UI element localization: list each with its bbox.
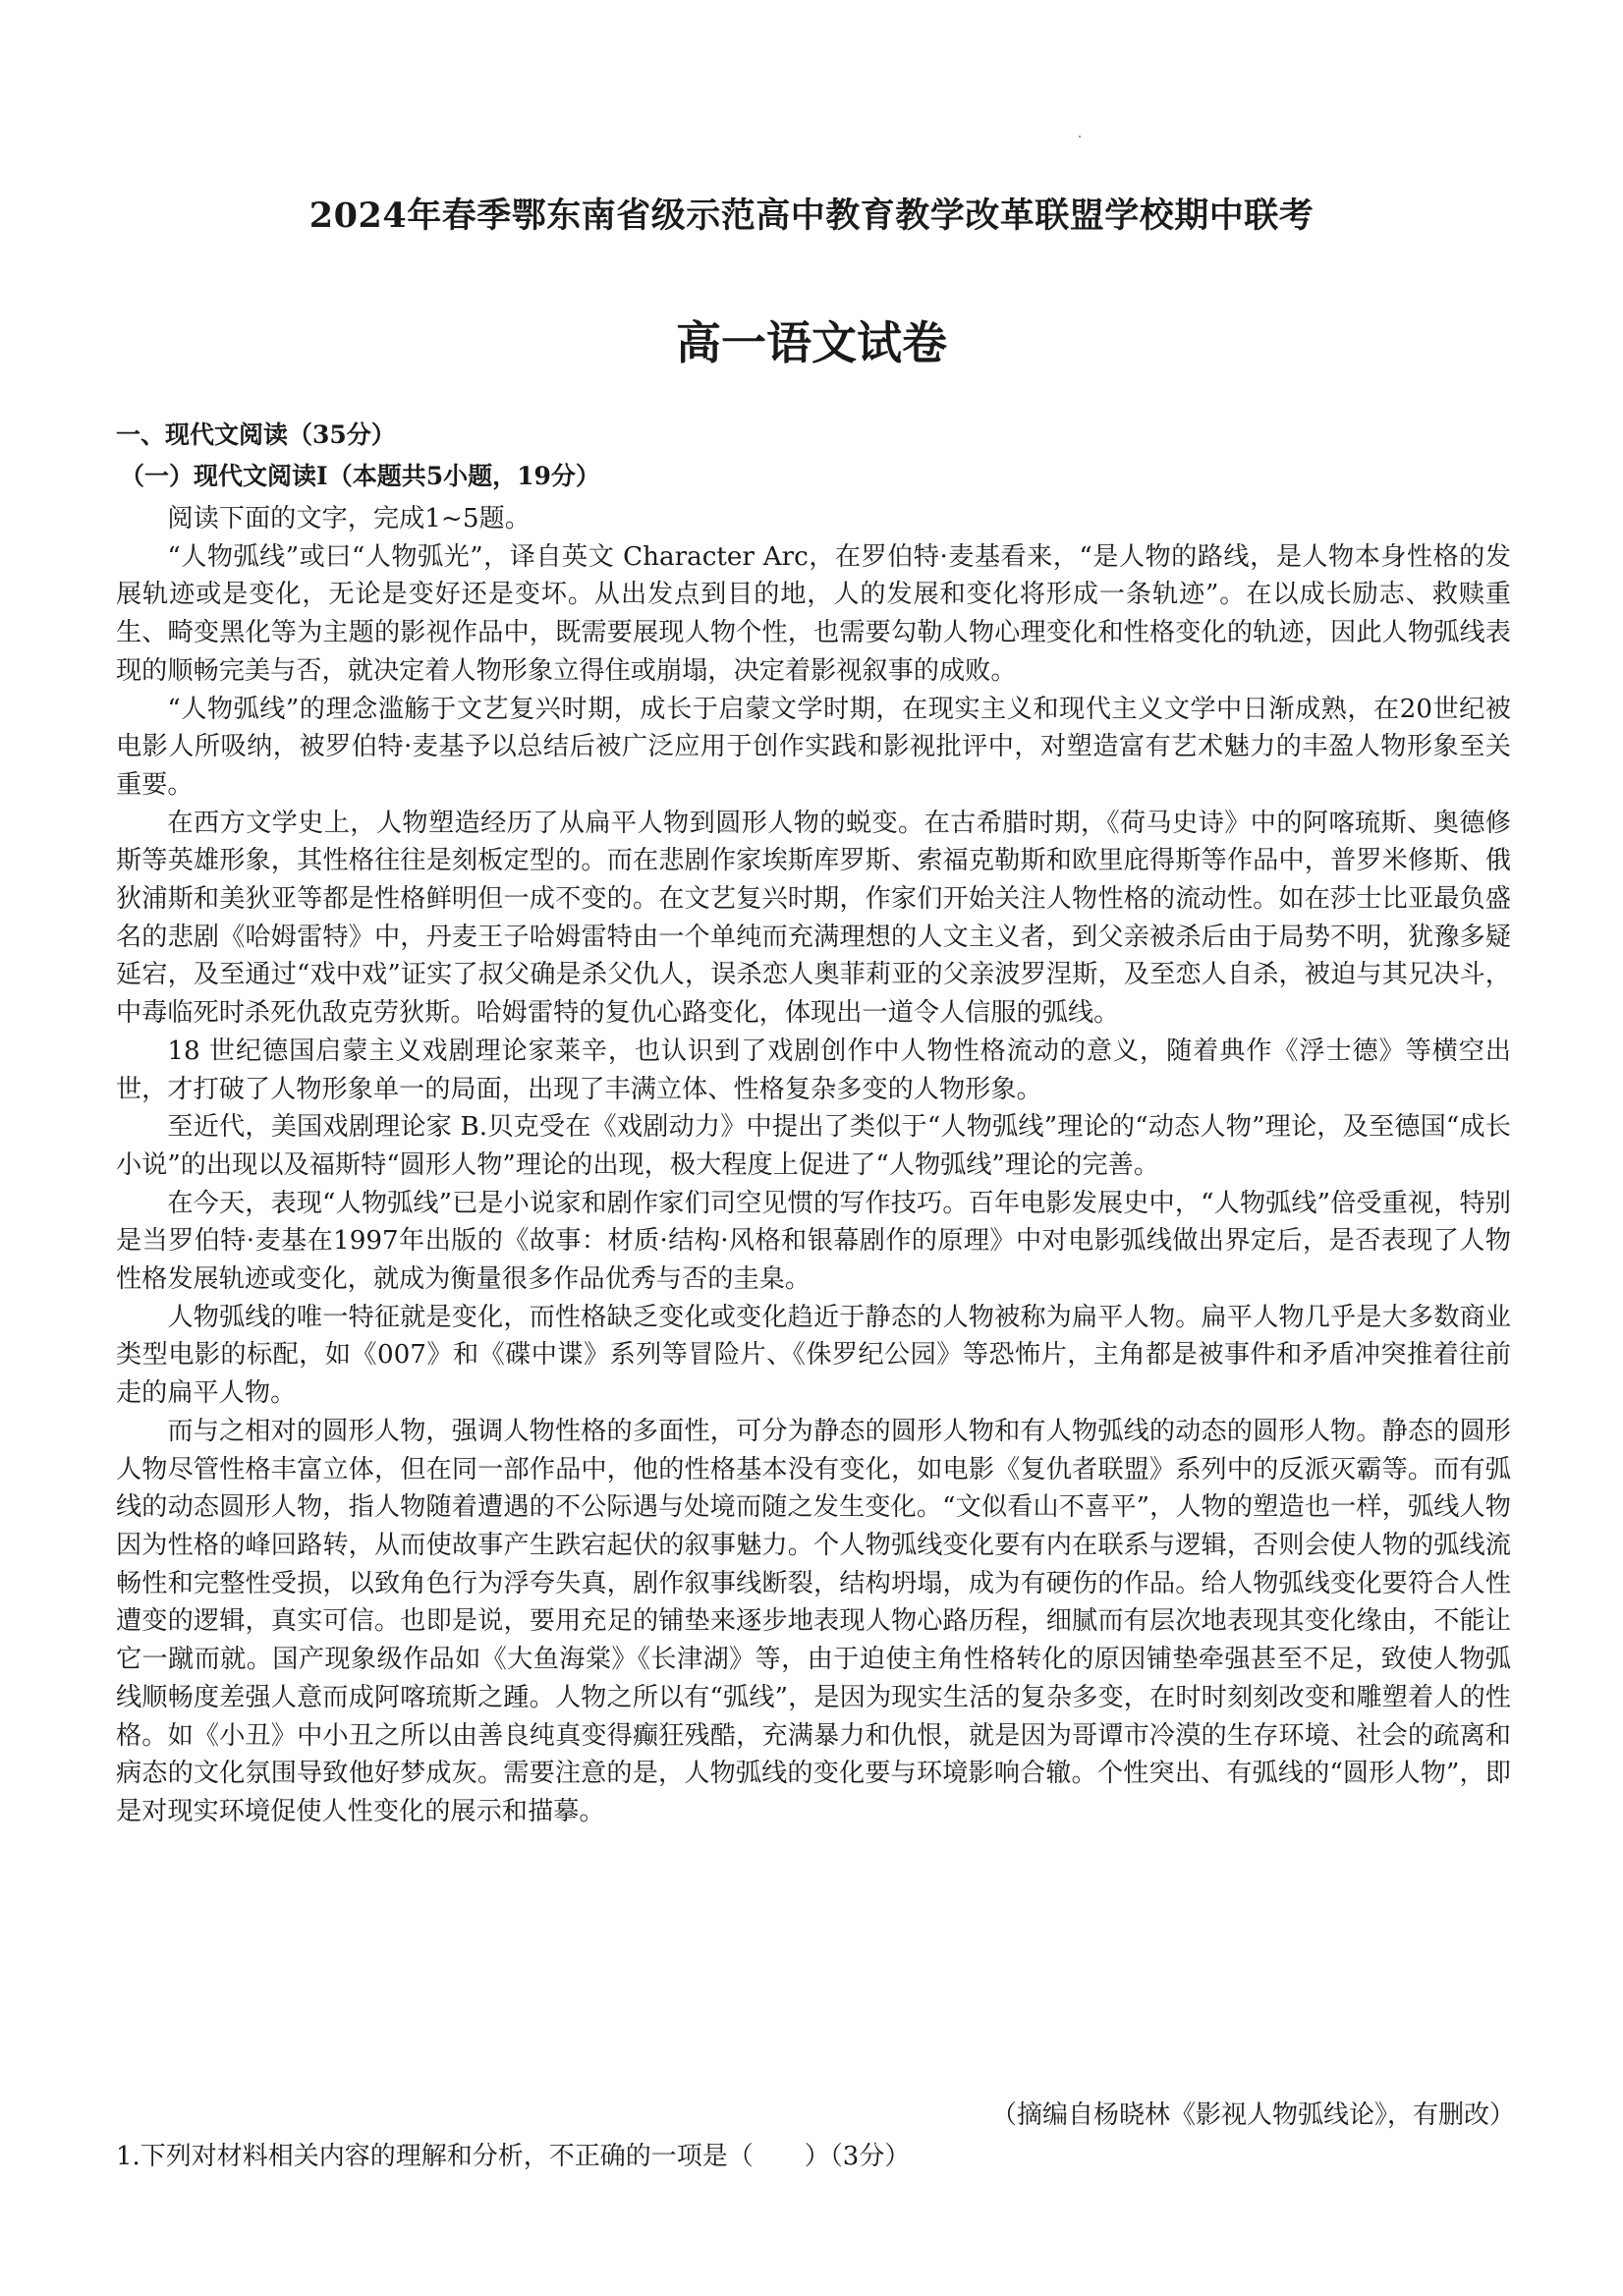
source-citation: （摘编自杨晓林《影视人物弧线论》，有删改） [990,2100,1515,2130]
reading-passage [116,500,1511,1831]
paragraph: 18 世纪德国启蒙主义戏剧理论家莱辛，也认识到了戏剧创作中人物性格流动的意义，随着典作《浮士德》等横空出世，才打破了人物形象单一的局面，出现了丰满立体、性格复杂多变的人物形象。 [116,1036,1511,1104]
paper-title: 高一语文试卷 [676,316,947,369]
paragraph: 至近代，美国戏剧理论家 B.贝克受在《戏剧动力》中提出了类似于“人物弧线”理论的“动态人物”理论，及至德国“成长小说”的出现以及福斯特“圆形人物”理论的出现，极大程度上促进了“人物弧线”理论的完善。 [116,1112,1511,1180]
question-1: 1.下列对材料相关内容的理解和分析，不正确的一项是（ ）（3分） [116,2142,911,2171]
paragraph: 人物弧线的唯一特征就是变化，而性格缺乏变化或变化趋近于静态的人物被称为扁平人物。扁平人物几乎是大多数商业类型电影的标配，如《007》和《碟中谍》系列等冒险片、《侏罗纪公园》等恐怖片，主角都是被事件和矛盾冲突推着往前走的扁平人物。 [116,1302,1511,1409]
section-heading-part-one: 一、现代文阅读（35分） [116,420,396,449]
paragraph: 而与之相对的圆形人物，强调人物性格的多面性，可分为静态的圆形人物和有人物弧线的动态的圆形人物。静态的圆形人物尽管性格丰富立体，但在同一部作品中，他的性格基本没有变化，如电影《复仇者联盟》系列中的反派灭霸等。而有弧线的动态圆形人物，指人物随着遭遇的不公际遇与处境而随之发生变化。“文似看山不喜平”，人物的塑造也一样，弧线人物因为性格的峰回路转，从而使故事产生跌宕起伏的叙事魅力。个人物弧线变化要有内在联系与逻辑，否则会使人物的弧线流畅性和完整性受损，以致角色行为浮夸失真，剧作叙事线断裂，结构坍塌，成为有硬伤的作品。给人物弧线变化要符合人性遭变的逻辑，真实可信。也即是说，要用充足的铺垫来逐步地表现人物心路历程，细腻而有层次地表现其变化缘由，不能让它一蹴而就。国产现象级作品如《大鱼海棠》《长津湖》等，由于迫使主角性格转化的原因铺垫牵强甚至不足，致使人物弧线顺畅度差强人意而成阿喀琉斯之踵。人物之所以有“弧线”，是因为现实生活的复杂多变，在时时刻刻改变和雕塑着人的性格。如《小丑》中小丑之所以由善良纯真变得癫狂残酷，充满暴力和仇恨，就是因为哥谭市冷漠的生存环境、社会的疏离和病态的文化氛围导致他好梦成灰。需要注意的是，人物弧线的变化要与环境影响合辙。个性突出、有弧线的“圆形人物”，即是对现实环境促使人性变化的展示和描摹。 [116,1416,1511,1826]
paragraph: 在西方文学史上，人物塑造经历了从扁平人物到圆形人物的蜕变。在古希腊时期，《荷马史诗》中的阿喀琉斯、奥德修斯等英雄形象，其性格往往是刻板定型的。而在悲剧作家埃斯库罗斯、索福克勒斯和欧里庇得斯等作品中，普罗米修斯、俄狄浦斯和美狄亚等都是性格鲜明但一成不变的。在文艺复兴时期，作家们开始关注人物性格的流动性。如在莎士比亚最负盛名的悲剧《哈姆雷特》中，丹麦王子哈姆雷特由一个单纯而充满理想的人文主义者，到父亲被杀后由于局势不明，犹豫多疑延宕，及至通过“戏中戏”证实了叔父确是杀父仇人，误杀恋人奥菲莉亚的父亲波罗涅斯，及至恋人自杀，被迫与其兄决斗，中毒临死时杀死仇敌克劳狄斯。哈姆雷特的复仇心路变化，体现出一道令人信服的弧线。 [116,808,1511,1029]
scan-dot [1079,136,1081,138]
paragraph: “人物弧线”或曰“人物弧光”，译自英文 Character Arc，在罗伯特·麦基看来，“是人物的路线，是人物本身性格的发展轨迹或是变化，无论是变好还是变坏。从出发点到目的地，人的发展和变化将形成一条轨迹”。在以成长励志、救赎重生、畸变黑化等为主题的影视作品中，既需要展现人物个性，也需要勾勒人物心理变化和性格变化的轨迹，因此人物弧线表现的顺畅完美与否，就决定着人物形象立得住或崩塌，决定着影视叙事的成败。 [116,541,1511,686]
exam-title: 2024年春季鄂东南省级示范高中教育教学改革联盟学校期中联考 [308,196,1315,236]
paragraph: 在今天，表现“人物弧线”已是小说家和剧作家们司空见惯的写作技巧。百年电影发展史中，“人物弧线”倍受重视，特别是当罗伯特·麦基在1997年出版的《故事：材质·结构·风格和银幕剧作的原理》中对电影弧线做出界定后，是否表现了人物性格发展轨迹或变化，就成为衡量很多作品优秀与否的圭臬。 [116,1188,1511,1295]
subsection-heading-reading-one: （一）现代文阅读Ⅰ（本题共5小题，19分） [120,462,600,490]
paragraph: “人物弧线”的理念滥觞于文艺复兴时期，成长于启蒙文学时期，在现实主义和现代主义文学中日渐成熟，在20世纪被电影人所吸纳，被罗伯特·麦基予以总结后被广泛应用于创作实践和影视批评中，对塑造富有艺术魅力的丰盈人物形象至关重要。 [116,694,1511,800]
instruction-line: 阅读下面的文字，完成1~5题。 [167,504,531,533]
